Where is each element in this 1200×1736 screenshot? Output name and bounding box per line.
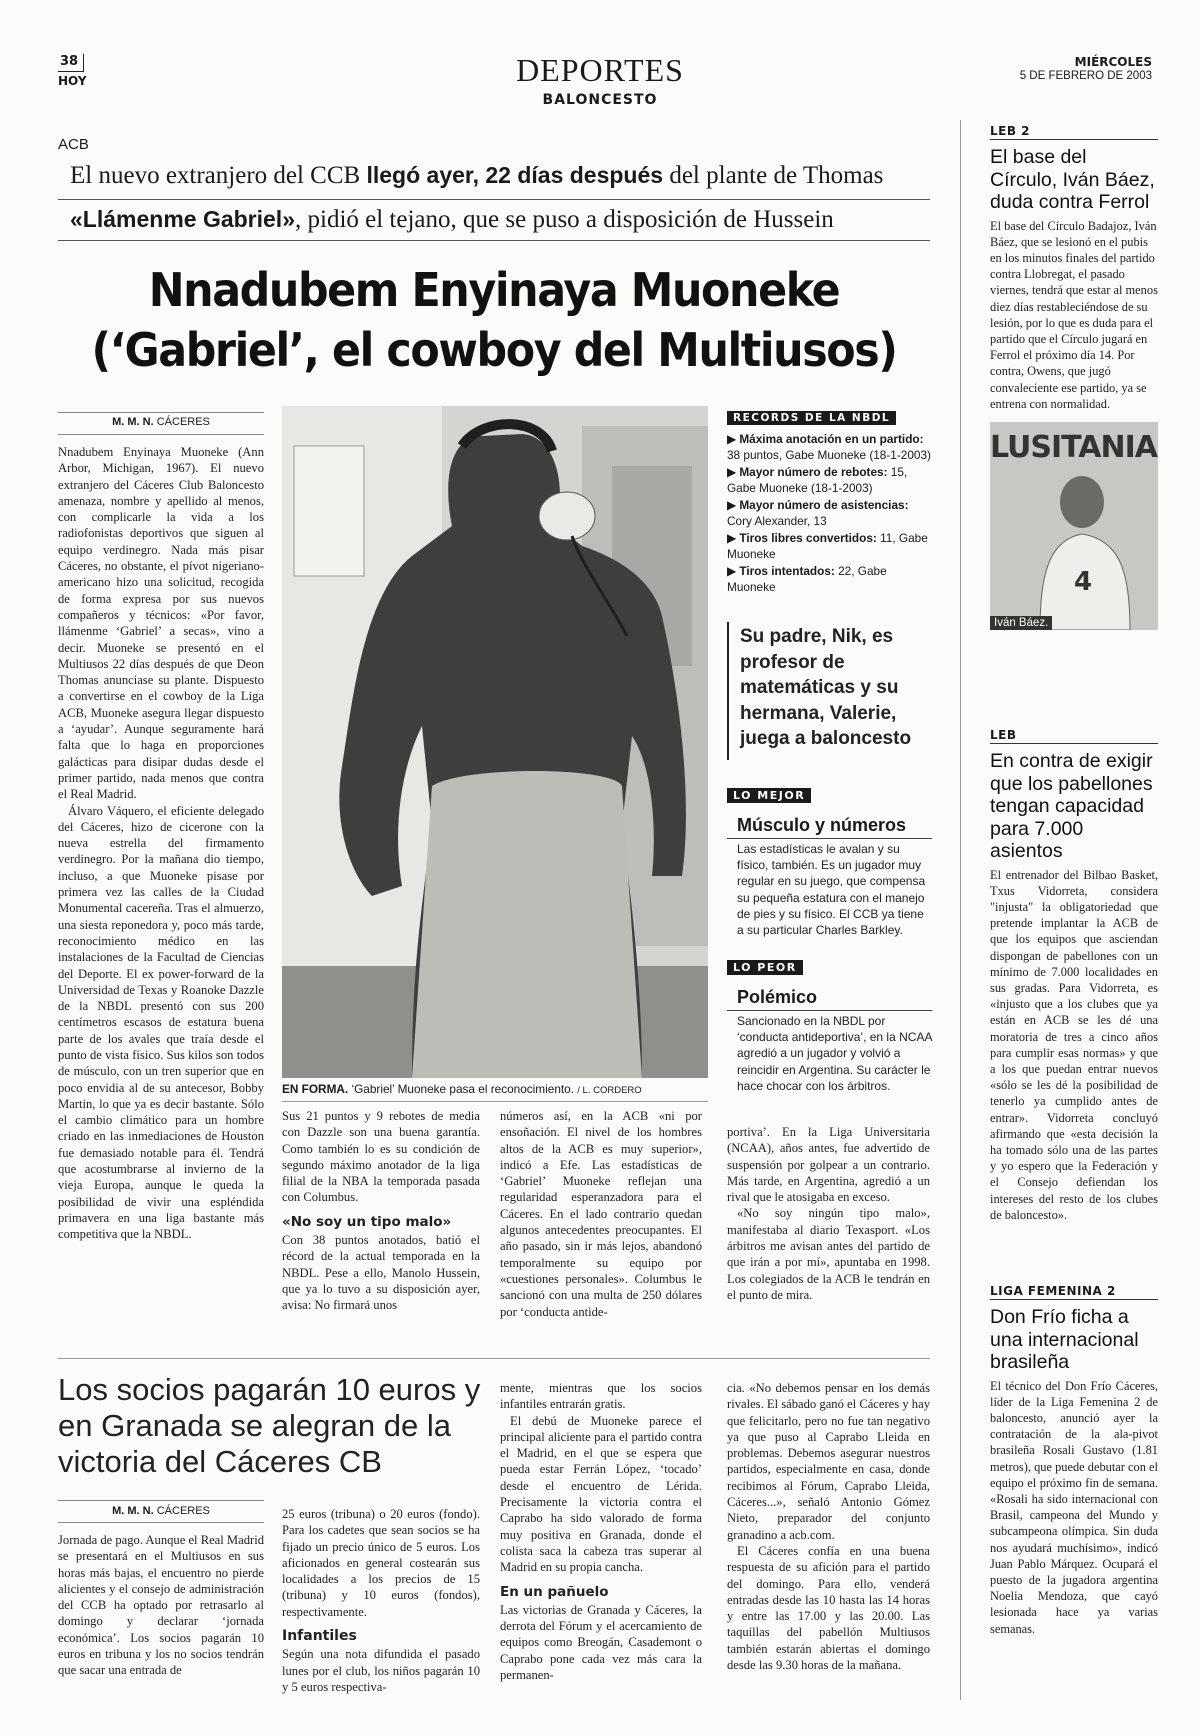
photo-caption [282, 1082, 712, 1098]
record-label: Tiros libres convertidos: [739, 531, 877, 545]
brief1-photo [990, 422, 1158, 630]
second-byline-rule-bottom [58, 1522, 264, 1523]
second-byline-rule [58, 1500, 264, 1501]
page-header [0, 0, 1200, 120]
main-col-2 [282, 1108, 480, 1314]
second-headline: Los socios pagarán 10 euros y en Granada se alegran de la victoria del Cáceres CB [58, 1372, 481, 1479]
photo-illustration [282, 406, 708, 1078]
col2-subhead: «No soy un tipo malo» [282, 1213, 452, 1230]
deck-rule-1 [58, 199, 930, 200]
sidebar-brief-2 [990, 728, 1158, 1223]
sidebar-divider [960, 120, 961, 1700]
col2-paragraph-2: Con 38 puntos anotados, batió el récord de la actual temporada en la NBDL. Pese a ello, Manolo Hussein, que ya lo tuvo a su disposición ayer, avisa: No firmará unos [282, 1233, 480, 1313]
deck2-a: «Llámenme Gabriel» [70, 206, 295, 232]
record-item: ▶ Mayor número de asistencias: Cory Alexander, 13 [727, 498, 909, 528]
col4-paragraph-1: portiva’. En la Liga Universitaria (NCAA), años antes, fue advertido de suspensión por golpear a un contrario. Más tarde, en Argentina, agredió a un rival que le atosigaba en exceso. [727, 1125, 930, 1205]
deck-line-1 [70, 160, 940, 191]
main-col-3 [500, 1108, 702, 1320]
svg-text:4: 4 [1074, 566, 1093, 597]
second-byline [58, 1505, 264, 1517]
second-col-3 [500, 1380, 702, 1683]
brief2-label: LEB [990, 728, 1158, 744]
record-value: 22, Gabe Muoneke [727, 564, 887, 594]
records-list [727, 431, 932, 595]
col4-paragraph-2: «No soy ningún tipo malo», manifestaba al diario Texasport. «Los árbitros me avisan antes del partido de que irán a por mí», apuntaba en 1998. Los colegiados de la ACB le tendrán en el punto de mira. [727, 1206, 930, 1302]
records-tag: RECORDS DE LA NBDL [727, 411, 896, 425]
byline-rule-bottom [58, 434, 264, 435]
record-value: 15, Gabe Muoneke (18-1-2003) [727, 465, 908, 495]
records-box [727, 406, 932, 596]
deck-rule-2 [58, 240, 930, 241]
header-date: 5 DE FEBRERO DE 2003 [1019, 70, 1152, 82]
deck1-b: llegó ayer, 22 días después [366, 162, 664, 188]
kicker: ACB [58, 136, 89, 153]
second-col3-paragraph-3: Las victorias de Granada y Cáceres, la derrota del Fórum y el acercamiento de equipos como Breogán, Casademont o Caprabo pone cada vez más cara la permanen- [500, 1602, 702, 1683]
best-tag: LO MEJOR [727, 788, 811, 803]
best-title: Músculo y números [727, 815, 932, 839]
col3-paragraph-1: números así, en la ACB «ni por ensoñación. El nivel de los hombres altos de la ACB es muy superior», indicó a Efe. Las estadísticas de ‘Gabriel’ Muoneke reflejan una regularidad esperanzadora para el Cáceres. En el lado contrario quedan algunos antecedentes preocupantes. El año pasado, sin ir más lejos, abandonó temporalmente su equipo por «cuestiones personales». Columbus le sancionó con una multa de 250 dólares por ‘conducta antide- [500, 1109, 702, 1319]
second-byline-name: M. M. N. [112, 1505, 154, 1517]
caption-rule [282, 1101, 708, 1102]
second-col4-paragraph-2: El Cáceres confía en una buena respuesta de su afición para el partido del domingo. Para ello, venderá entradas desde las 10 hasta las 14 horas y entre las 17.00 y las 20.00. Las taquillas del pabellón Multiusos también estarán abiertas el domingo desde las 9.30 horas de la mañana. [727, 1543, 930, 1673]
record-label: Mayor número de rebotes: [739, 465, 888, 479]
section-title: DEPORTES [516, 52, 684, 88]
second-col2-subhead: Infantiles [282, 1628, 357, 1645]
sidebar-brief-1 [990, 124, 1158, 630]
record-item: ▶ Tiros libres convertidos: 11, Gabe Muoneke [727, 531, 928, 561]
caption-bold: EN FORMA. [282, 1082, 349, 1096]
second-col2-paragraph-1: 25 euros (tribuna) o 20 euros (fondo). Para los cadetes que sean socios se ha fijado un precio único de 5 euros. Los aficionados en general costearán sus localidades a los precios de 15 (tribuna) y 10 euros (fondos), respectivamente. [282, 1507, 480, 1619]
sidebar-brief-3 [990, 1284, 1158, 1637]
record-item: ▶ Tiros intentados: 22, Gabe Muoneke [727, 564, 887, 594]
page-number: 38 [60, 54, 79, 69]
deck-line-2 [70, 204, 940, 235]
second-col-2 [282, 1506, 480, 1695]
brief3-label: LIGA FEMENINA 2 [990, 1284, 1158, 1300]
second-col4-paragraph-1: cia. «No debemos pensar en los demás rivales. El sábado ganó el Cáceres y hay que felicitarlo, pero no fue tan negativo ya que puso al Caprabo Lleida en problemas. Debemos asegurar nuestros partidos, especialmente en casa, donde recibimos al Fórum, Caprabo Lleida, Cáceres...», señaló Antonio Gómez Nieto, preparador del conjunto granadino a acb.com. [727, 1381, 930, 1542]
col2-paragraph-1: Sus 21 puntos y 9 rebotes de media con Dazzle son una buena garantía. Como también lo es su condición de segundo máximo anotador de la liga filial de la NBA la temporada pasada con Columbus. [282, 1109, 480, 1205]
second-story-top-rule [58, 1358, 930, 1359]
brief3-headline: Don Frío ficha a una internacional brasileña [990, 1306, 1139, 1373]
second-col3-paragraph-1: mente, mientras que los socios infantiles entrarán gratis. [500, 1381, 702, 1412]
brief2-headline: En contra de exigir que los pabellones tengan capacidad para 7.000 asientos [990, 750, 1153, 862]
deck2-b: , pidió el tejano, que se puso a disposición de Hussein [295, 206, 834, 233]
pullquote: Su padre, Nik, es profesor de matemáticas y su hermana, Valerie, juega a baloncesto [740, 626, 912, 749]
record-value: 11, Gabe Muoneke [727, 531, 928, 561]
main-headline [58, 260, 930, 380]
worst-text: Sancionado en la NBDL por ‘conducta antideportiva’, en la NCAA agredió a un jugador y volvió a reincidir en Argentina. Su carácter le hace chocar con los árbitros. [737, 1014, 932, 1093]
main-col-1 [58, 444, 264, 1334]
brief1-text: El base del Círculo Badajoz, Iván Báez, que se lesionó en el pubis en los minutos finales del partido contra Llobregat, el pasado viernes, tendrá que estar al menos diez días restableciéndose de su lesión, por lo que es duda para el partido que el Círculo jugará en Ferrol el próximo día 14. Por contra, Owens, que jugó convaleciente ese partido, ya se entrena con normalidad. [990, 218, 1158, 411]
brief2-text: El entrenador del Bilbao Basket, Txus Vidorreta, considera "injusta" la obligatoriedad que pretende implantar la ACB de que los equipos que asciendan dispongan de pabellones con un mínimo de 7.000 localidades en sus gradas. Para Vidorreta, es «injusto que a los clubes que ya están en ACB se les dé una moratoria de tres a cinco años para cumplir esas normas» y que a los que puedan entrar nuevos «sólo se les dé la posibilidad de tenerlo ya cumplido antes de entrar». Vidorreta concluyó afirmando que «esta decisión la ha tomado sólo una de las partes y yo espero que la Federación y el Consejo defiendan los intereses del resto de los clubes de baloncesto». [990, 867, 1158, 1222]
record-label: Máxima anotación en un partido: [739, 432, 924, 446]
second-col-4 [727, 1380, 930, 1673]
best-box [727, 784, 932, 938]
deck1-a: El nuevo extranjero del CCB [70, 162, 367, 189]
col1-paragraph-2: Álvaro Váquero, el eficiente delegado del Cáceres, hizo de cicerone con la nueva estrella del firmamento verdinegro. Por la mañana dio tiempo, incluso, a que Muoneke pisase por primera vez las calles de la Ciudad Monumental cacereña. Tras el almuerzo, una siesta reponedora y, poco más tarde, reconocimiento médico en las instalaciones de la Facultad de Ciencias del Deporte. El ex power-forward de la Universidad de Texas y Roanoke Dazzle de la NBDL presentó con sus 200 centímetros escasos de estatura buena parte de los avales que traía desde el punto de vista físico. Sus kilos son todos de músculo, con un tren superior que en poco envidia al de su antecesor, Bobby Martin, lo que ya es decir bastante. Sólo el cambio climático para un hombre criado en las inmediaciones de Houston fue demasiado notable para él. Tendrá que acostumbrarse al invierno de la vieja Europa, aunque le queda la posibilidad de vivir una espléndida primavera en una liga bastante más competitiva que la NBDL. [58, 803, 264, 1242]
byline-place: CÁCERES [156, 416, 210, 428]
caption-text: ‘Gabriel’ Muoneke pasa el reconocimiento. [348, 1082, 574, 1096]
second-col2-paragraph-2: Según una nota difundida el pasado lunes por el club, los niños pagarán 10 y 5 euros respectiva- [282, 1647, 480, 1694]
record-item: ▶ Máxima anotación en un partido: 38 puntos, Gabe Muoneke (18-1-2003) [727, 432, 931, 462]
pullquote-bar [727, 622, 729, 760]
record-label: Mayor número de asistencias: [739, 498, 909, 512]
deck1-c: del plante de Thomas [663, 162, 884, 189]
record-value: Cory Alexander, 13 [727, 514, 827, 528]
best-text: Las estadísticas le avalan y su físico, también. Es un jugador muy regular en su juego, que compensa su pequeña estatura con el manejo de pies y su físico. El CCB ya tiene a su particular Charles Barkley. [737, 842, 926, 938]
brief1-label: LEB 2 [990, 124, 1158, 140]
paper-name: HOY [58, 74, 87, 88]
second-byline-place: CÁCERES [156, 1505, 210, 1517]
subsection-title: BALONCESTO [542, 92, 658, 108]
headline-line-1: Nnadubem Enyinaya Muoneke [148, 263, 840, 317]
worst-box [727, 956, 932, 1094]
photo-credit: / L. CORDERO [577, 1085, 642, 1096]
main-col-4 [727, 1124, 930, 1303]
byline [58, 416, 264, 428]
brief1-photo-banner: LUSITANIA [990, 429, 1158, 465]
record-item: ▶ Mayor número de rebotes: 15, Gabe Muoneke (18-1-2003) [727, 465, 908, 495]
record-label: Tiros intentados: [739, 564, 835, 578]
headline-line-2: (‘Gabriel’, el cowboy del Multiusos) [91, 323, 897, 377]
header-day: MIÉRCOLES [1074, 55, 1152, 69]
brief3-text: El técnico del Don Frío Cáceres, líder de la Liga Femenina 2 de baloncesto, anunció ayer la contratación de la ala-pivot brasileña Rosali Gustavo (1.81 metros), que puede debutar con el equipo el próximo fin de semana. «Rosali ha sido internacional con Brasil, campeona del Mundo y subcampeona olímpica. Sin duda nos ayudará muchísimo», indicó Juan Pablo Márquez. Ocupará el puesto de la jugadora argentina Noelia Mendoza, que cayó lesionada hace ya varias semanas. [990, 1378, 1158, 1636]
brief1-headline: El base del Círculo, Iván Báez, duda contra Ferrol [990, 146, 1155, 213]
second-col3-subhead: En un pañuelo [500, 1583, 609, 1600]
second-col-1: Jornada de pago. Aunque el Real Madrid se presentará en el Multiusos en sus horas más bajas, el encuentro no pierde alicientes y el consejo de administración del CCB ha optado por retrasarlo al domingo y declarar ‘jornada económica’. Los socios pagarán 10 euros en tribuna y los no socios tendrán que sacar una entrada de [58, 1533, 264, 1678]
byline-rule [58, 412, 264, 413]
worst-tag: LO PEOR [727, 960, 803, 975]
player-silhouette [990, 422, 1158, 630]
second-col3-paragraph-2: El debú de Muoneke parece el principal aliciente para el partido contra el Madrid, en el que se espera que pueda estar Ferrán López, ‘tocado’ desde el encuentro de Lérida. Precisamente la victoria contra el Caprabo ha sido valorado de forma muy positiva en Granada, donde el colista saca la cabeza tras superar al Madrid en su propia cancha. [500, 1413, 702, 1575]
main-photo [282, 406, 708, 1078]
worst-title: Polémico [727, 987, 932, 1011]
brief1-photo-caption: Iván Báez. [990, 616, 1052, 630]
record-value: 38 puntos, Gabe Muoneke (18-1-2003) [727, 448, 931, 462]
byline-name: M. M. N. [112, 416, 154, 428]
col1-paragraph-1: Nnadubem Enyinaya Muoneke (Ann Arbor, Michigan, 1967). El nuevo extranjero del Cáceres Club Baloncesto amenaza, nombre y apellido al menos, con complicarle la vida a los radiofonistas deportivos que siguen al equipo verdinegro. Nada más pisar Cáceres, no obstante, el pívot nigeriano-americano hizo una solicitud, recogida de forma expresa por sus nuevos compañeros y técnicos: «Por favor, llámenme ‘Gabriel’ a secas», vino a decir. Muoneke se presentó en el Multiusos 22 días después de que Deon Thomas anunciase su plante. Dispuesto a convertirse en el cowboy de la Liga ACB, Muoneke asegura llegar dispuesto a ‘ayudar’. Aunque seguramente hará falta que lo haga en proporciones galácticas para disipar dudas desde el primer partido, nada menos que contra el Real Madrid. [58, 445, 264, 802]
